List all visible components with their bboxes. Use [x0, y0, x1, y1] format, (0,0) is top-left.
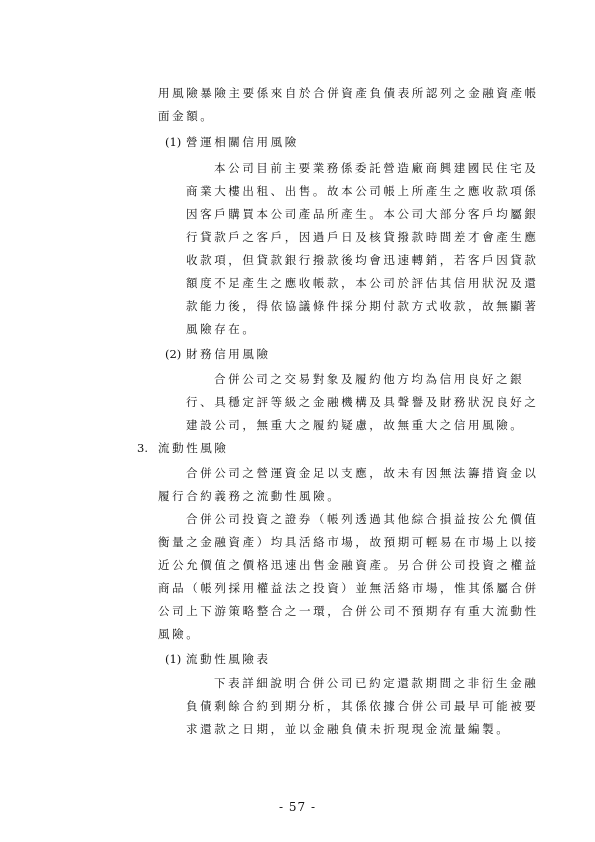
paragraph-line: 風險。	[158, 627, 201, 641]
paragraph-line: 本公司目前主要業務係委託營造廠商興建國民住宅及	[214, 161, 539, 175]
paragraph-line: 近公允價值之價格迅速出售金融資產。另合併公司投資之權益	[158, 558, 539, 572]
paragraph-line: 衡量之金融資產）均具活絡市場，故預期可輕易在市場上以接	[158, 535, 539, 549]
item-number: (1)	[165, 135, 182, 149]
section-heading: 流動性風險	[158, 441, 229, 455]
paragraph-line: 公司上下游策略整合之一環，合併公司不預期存有重大流動性	[158, 604, 539, 618]
paragraph-line: 行、具穩定評等級之金融機構及具聲譽及財務狀況良好之	[186, 395, 539, 409]
paragraph-line: 款能力後，得依協議條件採分期付款方式收款，故無顯著	[186, 299, 539, 313]
paragraph-line: 風險存在。	[186, 322, 257, 336]
section-heading: 流動性風險表	[186, 652, 271, 666]
section-heading: 財務信用風險	[186, 347, 271, 361]
paragraph-line: 商業大樓出租、出售。故本公司帳上所產生之應收款項係	[186, 184, 539, 198]
paragraph-line: 下表詳細說明合併公司已約定還款期間之非衍生金融	[214, 676, 539, 690]
paragraph-line: 合併公司之交易對象及履約他方均為信用良好之銀	[214, 372, 525, 386]
paragraph-line: 負債剩餘合約到期分析，其係依據合併公司最早可能被要	[186, 699, 539, 713]
item-number: (2)	[165, 347, 182, 361]
paragraph-line: 合併公司投資之證券（帳列透過其他綜合損益按公允價值	[186, 512, 539, 526]
intro-line: 用風險暴險主要係來自於合併資產負債表所認列之金融資產帳	[158, 86, 539, 100]
paragraph-line: 行貸款戶之客戶，因過戶日及核貸撥款時間差才會產生應	[186, 230, 539, 244]
page-number: - 57 -	[278, 800, 316, 814]
section-heading: 營運相關信用風險	[186, 135, 299, 149]
paragraph-line: 合併公司之營運資金足以支應，故未有因無法籌措資金以	[186, 466, 539, 480]
paragraph-line: 額度不足產生之應收帳款，本公司於評估其信用狀況及還	[186, 276, 539, 290]
paragraph-line: 建設公司，無重大之履約疑慮，故無重大之信用風險。	[186, 418, 525, 432]
paragraph-line: 求還款之日期，並以金融負債未折現現金流量編製。	[186, 722, 511, 736]
paragraph-line: 商品（帳列採用權益法之投資）並無活絡市場，惟其係屬合併	[158, 581, 539, 595]
intro-line: 面金額。	[158, 109, 215, 123]
item-number: 3.	[137, 441, 148, 455]
item-number: (1)	[165, 652, 182, 666]
paragraph-line: 收款項，但貸款銀行撥款後均會迅速轉銷，若客戶因貸款	[186, 253, 539, 267]
paragraph-line: 因客戶購買本公司產品所產生。本公司大部分客戶均屬銀	[186, 207, 539, 221]
paragraph-line: 履行合約義務之流動性風險。	[158, 489, 342, 503]
